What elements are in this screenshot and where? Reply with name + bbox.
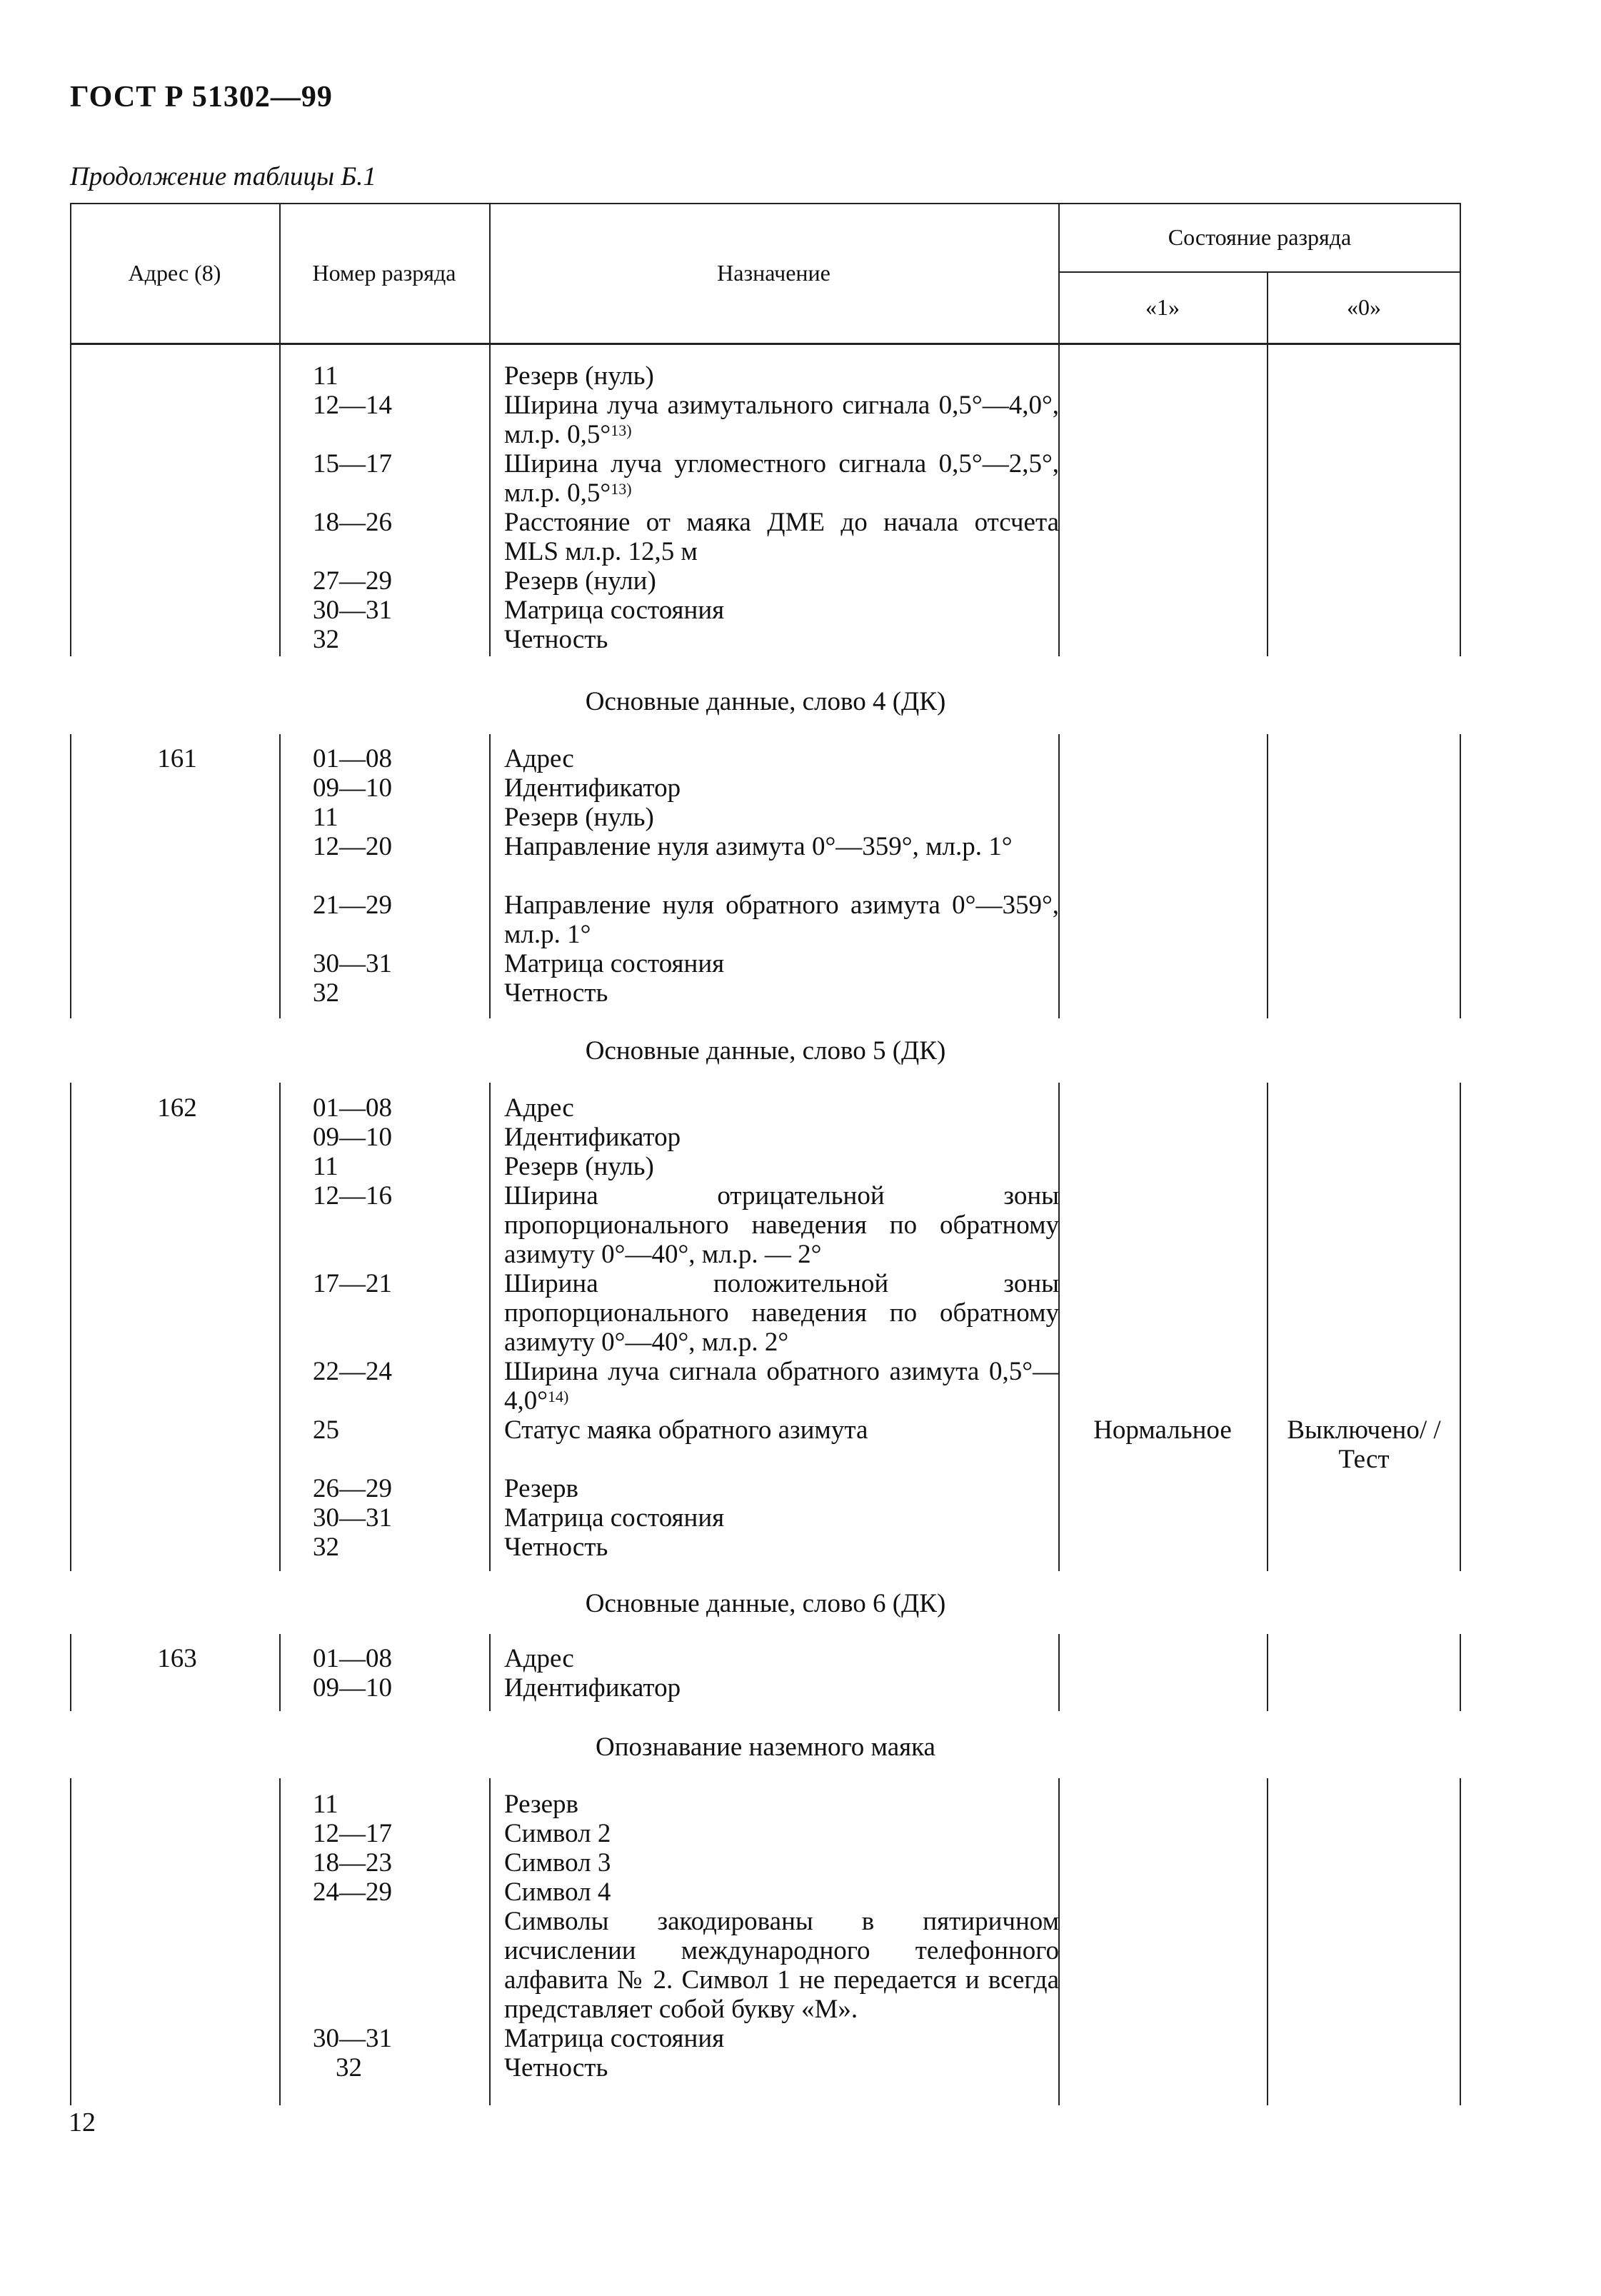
document-header: ГОСТ Р 51302—99 xyxy=(70,81,333,114)
bit-cell: 25 xyxy=(313,1415,339,1445)
purpose-cell: Резерв (нуль) xyxy=(504,1152,654,1181)
header-purpose: Назначение xyxy=(717,259,830,286)
purpose-cell: Резерв (нуль) xyxy=(504,361,654,391)
purpose-cell: Символ 3 xyxy=(504,1848,611,1878)
section-heading: Основные данные, слово 5 (ДК) xyxy=(585,1036,946,1066)
col-line xyxy=(1460,1083,1461,1571)
col-line xyxy=(279,734,281,1018)
purpose-cell: Идентификатор xyxy=(504,1123,681,1152)
bit-cell: 18—23 xyxy=(313,1848,392,1878)
bit-cell: 01—08 xyxy=(313,1644,392,1673)
purpose-cell: Ширина положительной зоны пропорционального наведения по обратному азимуту 0°—40°, мл.р. 2° xyxy=(504,1269,1059,1357)
col-line xyxy=(1460,1634,1461,1711)
bit-cell: 12—14 xyxy=(313,391,392,420)
col-line xyxy=(1460,734,1461,1018)
section-heading: Основные данные, слово 6 (ДК) xyxy=(585,1589,946,1618)
state-zero-cell: Выключено/ /Тест xyxy=(1287,1415,1441,1474)
bit-cell: 24—29 xyxy=(313,1878,392,1907)
page-number: 12 xyxy=(69,2107,96,2137)
purpose-cell: Символ 2 xyxy=(504,1819,611,1848)
purpose-cell: Статус маяка обратного азимута xyxy=(504,1415,868,1445)
purpose-cell: Символ 4 xyxy=(504,1878,611,1907)
bit-cell: 09—10 xyxy=(313,1673,392,1703)
bit-cell: 01—08 xyxy=(313,1093,392,1123)
address-cell: 161 xyxy=(157,744,197,773)
purpose-note: Символы закодированы в пятиричном исчислении международного телефонного алфавита № 2. Символ 1 не передается и всегда представляет собой букву «М». xyxy=(504,1907,1059,2024)
table-caption: Продолжение таблицы Б.1 xyxy=(70,162,376,191)
col-line xyxy=(279,1083,281,1571)
bit-cell: 17—21 xyxy=(313,1269,392,1298)
bit-cell: 22—24 xyxy=(313,1357,392,1386)
bit-cell: 11 xyxy=(313,1790,338,1819)
purpose-cell: Ширина луча угломестного сигнала 0,5°—2,5°, мл.р. 0,5°$^{13)}$ xyxy=(504,449,1059,508)
bit-cell: 09—10 xyxy=(313,1123,392,1152)
purpose-cell: Резерв xyxy=(504,1474,578,1503)
bit-cell: 32 xyxy=(313,625,339,654)
purpose-cell: Матрица состояния xyxy=(504,949,725,978)
purpose-cell: Резерв (нуль) xyxy=(504,803,654,832)
purpose-cell: Адрес xyxy=(504,1093,574,1123)
purpose-cell: Четность xyxy=(504,1533,608,1562)
purpose-cell: Резерв xyxy=(504,1790,578,1819)
purpose-cell: Матрица состояния xyxy=(504,1503,725,1533)
col-line xyxy=(1267,345,1268,656)
header-address: Адрес (8) xyxy=(128,259,221,286)
purpose-cell: Идентификатор xyxy=(504,1673,681,1703)
section-heading: Основные данные, слово 4 (ДК) xyxy=(585,687,946,716)
col-line xyxy=(1267,1083,1268,1571)
purpose-cell: Матрица состояния xyxy=(504,2024,725,2053)
bit-cell: 18—26 xyxy=(313,508,392,537)
header-state-one: «1» xyxy=(1145,294,1180,320)
col-line xyxy=(1267,734,1268,1018)
purpose-cell: Четность xyxy=(504,978,608,1008)
purpose-cell: Адрес xyxy=(504,1644,574,1673)
bit-cell: 15—17 xyxy=(313,449,392,478)
purpose-cell: Идентификатор xyxy=(504,773,681,803)
purpose-cell: Ширина луча сигнала обратного азимута 0,5°—4,0°$^{14)}$ xyxy=(504,1357,1059,1415)
purpose-cell: Адрес xyxy=(504,744,574,773)
address-cell: 163 xyxy=(157,1644,197,1673)
bit-cell: 30—31 xyxy=(313,1503,392,1533)
col-line xyxy=(70,734,71,1018)
bit-cell: 32 xyxy=(313,978,339,1008)
address-cell: 162 xyxy=(157,1093,197,1123)
col-line xyxy=(70,1083,71,1571)
bit-cell: 11 xyxy=(313,361,338,391)
col-line xyxy=(1460,345,1461,656)
bit-cell: 26—29 xyxy=(313,1474,392,1503)
bit-cell: 30—31 xyxy=(313,2024,392,2053)
purpose-cell: Ширина отрицательной зоны пропорционального наведения по обратному азимуту 0°—40°, мл.р. — 2° xyxy=(504,1181,1059,1269)
bit-cell: 27—29 xyxy=(313,566,392,596)
bit-cell: 01—08 xyxy=(313,744,392,773)
bit-cell: 21—29 xyxy=(313,891,392,920)
bit-cell: 30—31 xyxy=(313,949,392,978)
purpose-cell: Расстояние от маяка ДМЕ до начала отсчета MLS мл.р. 12,5 м xyxy=(504,508,1059,566)
col-line xyxy=(70,1778,71,2105)
bit-cell: 12—20 xyxy=(313,832,392,861)
header-state-zero: «0» xyxy=(1347,294,1381,320)
purpose-cell: Четность xyxy=(504,625,608,654)
bit-cell: 12—17 xyxy=(313,1819,392,1848)
purpose-cell: Направление нуля обратного азимута 0°—359°, мл.р. 1° xyxy=(504,891,1059,949)
purpose-cell: Ширина луча азимутального сигнала 0,5°—4,0°, мл.р. 0,5°$^{13)}$ xyxy=(504,391,1059,449)
bit-cell: 32 xyxy=(336,2053,362,2082)
col-line xyxy=(1460,1778,1461,2105)
section-heading: Опознавание наземного маяка xyxy=(596,1733,935,1762)
col-line xyxy=(1267,1634,1268,1711)
bit-cell: 30—31 xyxy=(313,596,392,625)
col-line xyxy=(279,1778,281,2105)
purpose-cell: Четность xyxy=(504,2053,608,2082)
purpose-cell: Резерв (нули) xyxy=(504,566,656,596)
col-line xyxy=(70,345,71,656)
state-one-cell: Нормальное xyxy=(1093,1415,1232,1445)
bit-cell: 32 xyxy=(313,1533,339,1562)
bit-cell: 11 xyxy=(313,1152,338,1181)
col-line xyxy=(1267,1778,1268,2105)
header-bit-state: Состояние разряда xyxy=(1168,224,1352,250)
purpose-cell: Матрица состояния xyxy=(504,596,725,625)
bit-cell: 11 xyxy=(313,803,338,832)
bit-cell: 09—10 xyxy=(313,773,392,803)
bit-table xyxy=(70,203,1461,2105)
header-bit-number: Номер разряда xyxy=(312,259,456,286)
col-line xyxy=(279,345,281,656)
purpose-cell: Направление нуля азимута 0°—359°, мл.р. 1° xyxy=(504,832,1013,861)
bit-cell: 12—16 xyxy=(313,1181,392,1210)
